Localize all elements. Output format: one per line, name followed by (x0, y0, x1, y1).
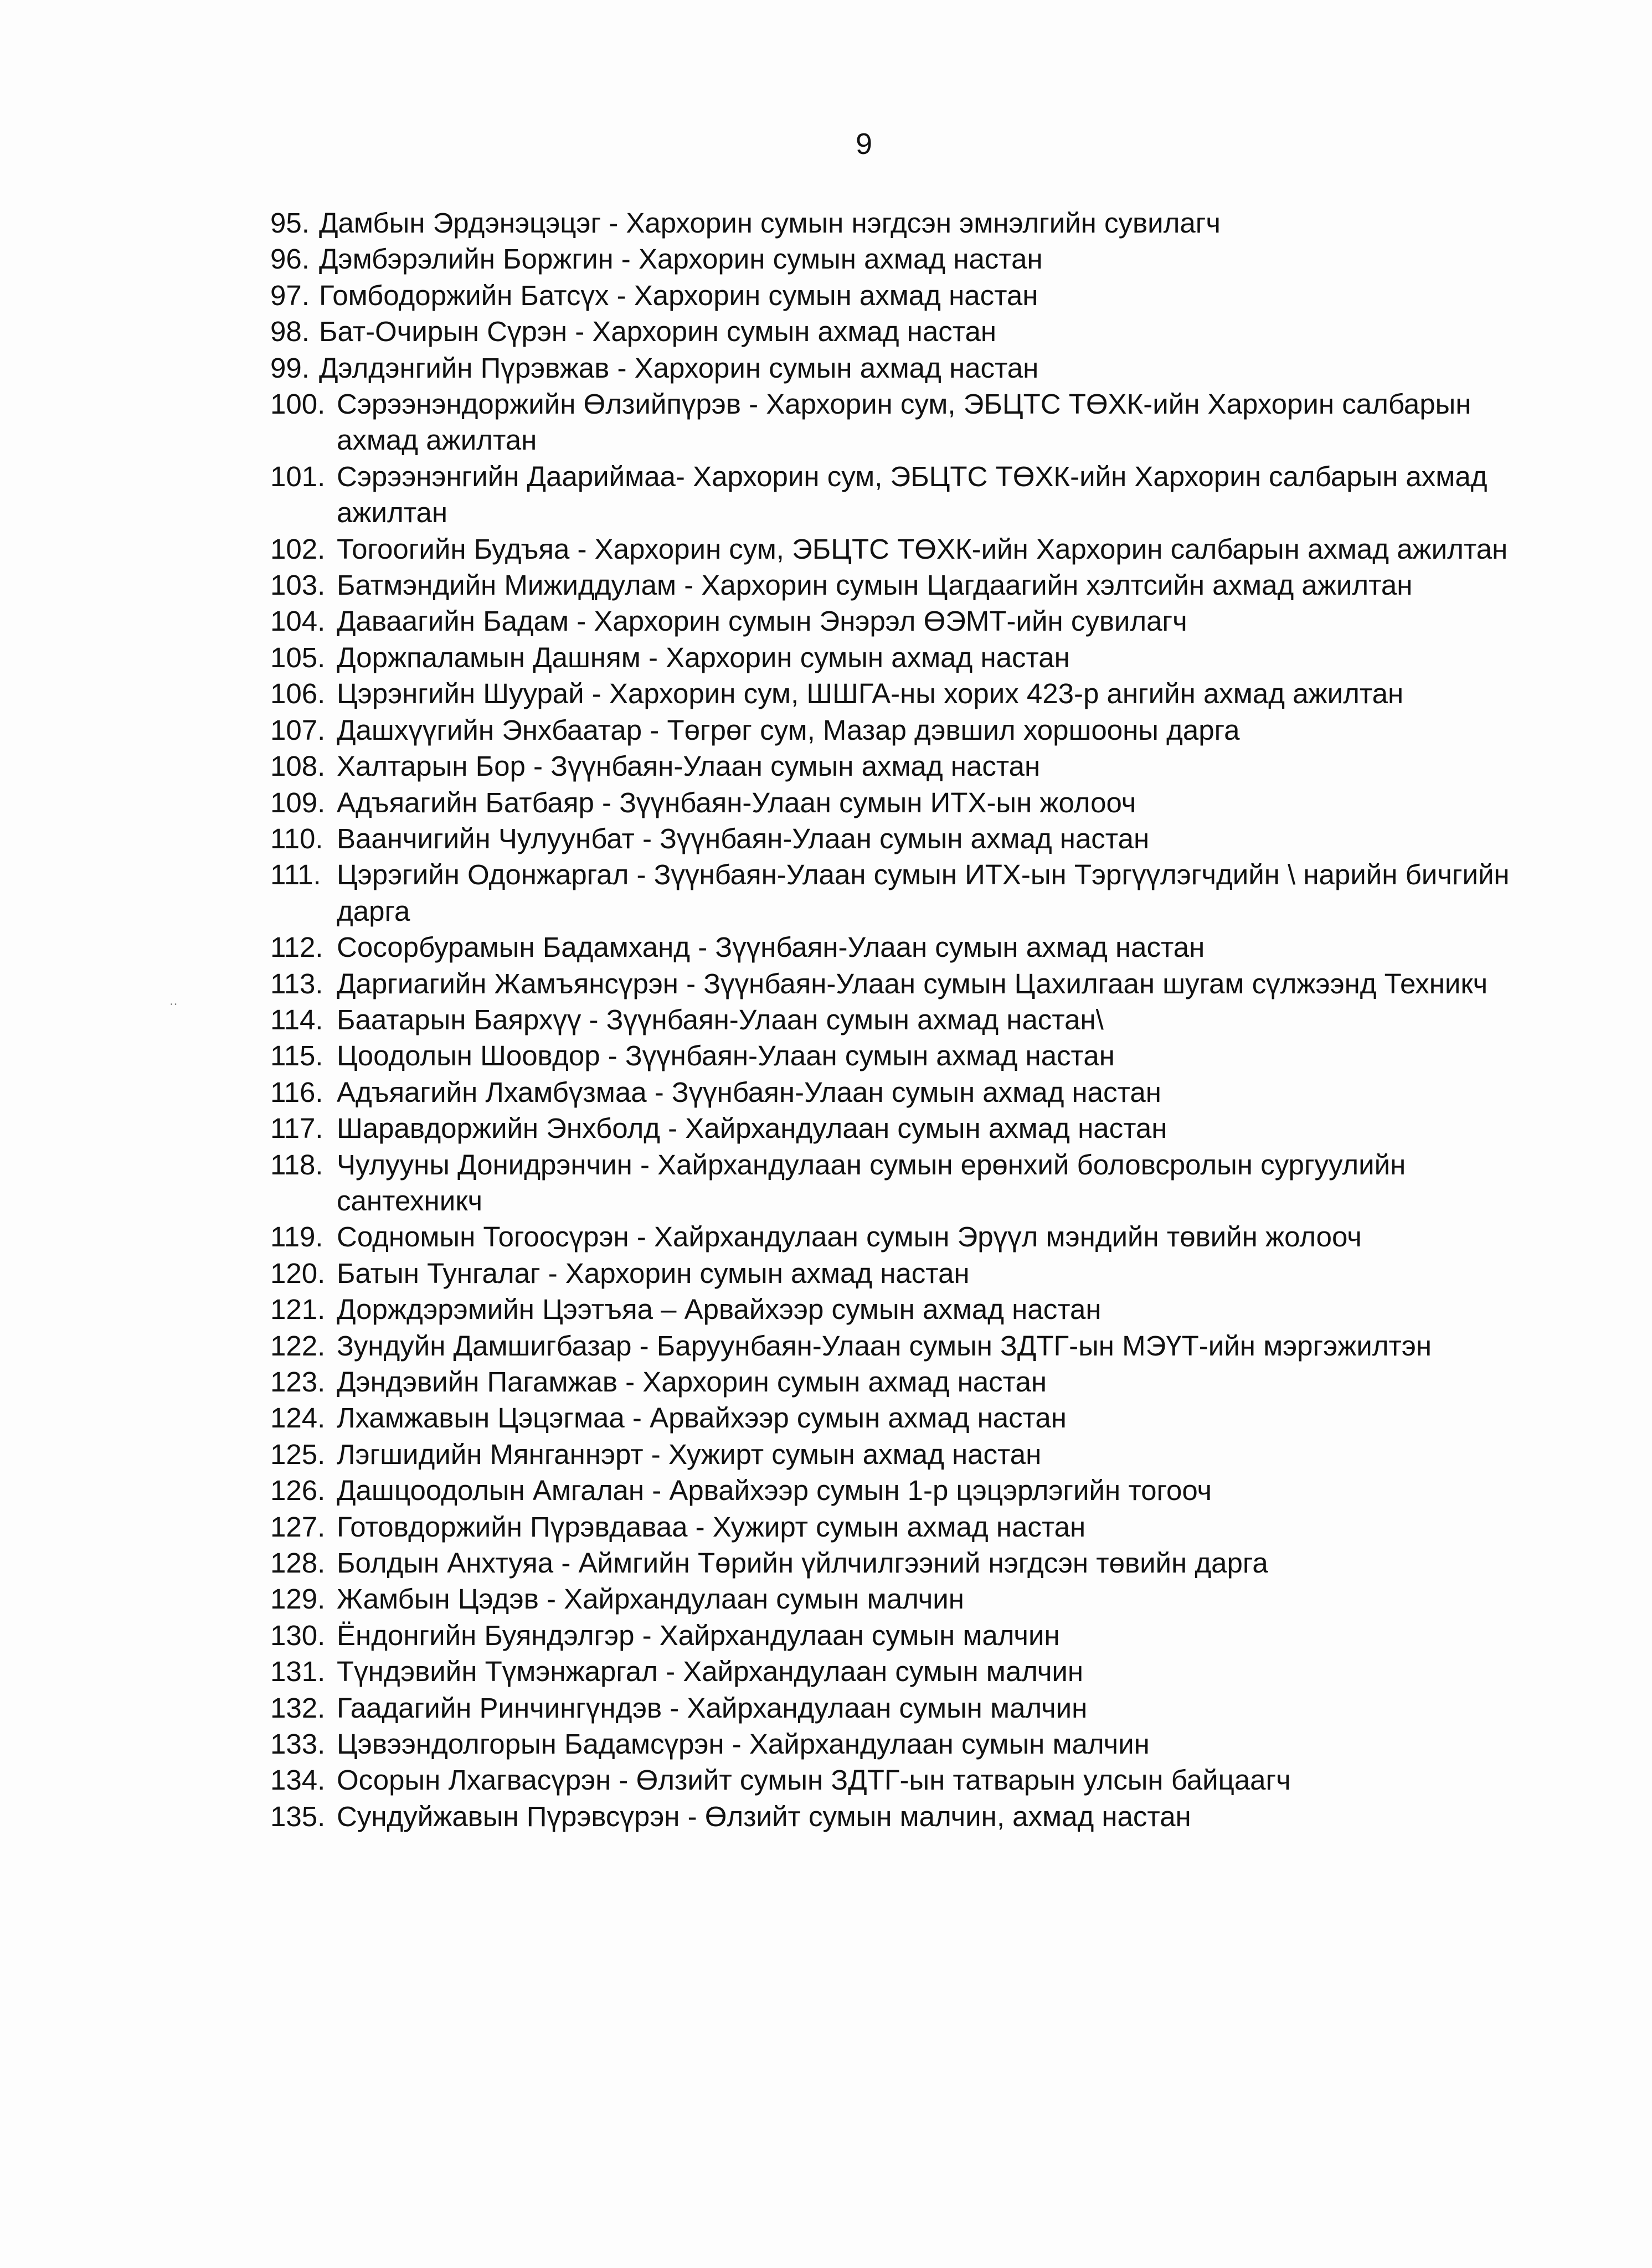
item-text: Бат-Очирын Сүрэн - Хархорин сумын ахмад настан (319, 316, 997, 348)
list-item (270, 1364, 1522, 1400)
name-list (270, 205, 1522, 1834)
item-number: 131. (270, 1656, 326, 1688)
item-number: 124. (270, 1402, 326, 1434)
item-number: 128. (270, 1547, 326, 1579)
item-text: Осорын Лхагвасүрэн - Өлзийт сумын ЗДТГ-ын татварын улсын байцаагч (337, 1764, 1291, 1796)
item-number: 135. (270, 1800, 326, 1832)
item-number: 111. (270, 859, 321, 891)
item-text: Лхамжавын Цэцэгмаа - Арвайхээр сумын ахмад настан (337, 1402, 1067, 1434)
item-text: Дашхүүгийн Энхбаатар - Төгрөг сум, Мазар дэвшил хоршооны дарга (337, 714, 1240, 746)
list-item (270, 1436, 1522, 1472)
item-text: Дамбын Эрдэнэцэцэг - Хархорин сумын нэгдсэн эмнэлгийн сувилагч (319, 207, 1221, 239)
item-number: 133. (270, 1728, 326, 1760)
item-number: 108. (270, 750, 326, 782)
item-text: Сэрээнэнгийн Даариймаа- Хархорин сум, ЭБЦТС ТӨХК-ийн Хархорин салбарын ахмад ажилтан (337, 460, 1488, 529)
item-text: Баатарын Баярхүү - Зүүнбаян-Улаан сумын ахмад настан\ (337, 1003, 1104, 1035)
item-text: Дорждэрэмийн Цээтъяа – Арвайхээр сумын ахмад настан (337, 1293, 1102, 1326)
item-text: Халтарын Бор - Зүүнбаян-Улаан сумын ахмад настан (337, 750, 1041, 782)
item-text: Болдын Анхтуяа - Аймгийн Төрийн үйлчилгээний нэгдсэн төвийн дарга (337, 1547, 1268, 1579)
item-text: Батмэндийн Мижиддулам - Хархорин сумын Цагдаагийн хэлтсийн ахмад ажилтан (337, 569, 1413, 601)
item-text: Батын Тунгалаг - Хархорин сумын ахмад настан (337, 1257, 970, 1289)
list-item (270, 1110, 1522, 1146)
item-number: 127. (270, 1511, 326, 1543)
item-text: Сундуйжавын Пүрэвсүрэн - Өлзийт сумын малчин, ахмад настан (337, 1800, 1191, 1832)
item-number: 115. (270, 1040, 323, 1072)
list-item (270, 1798, 1522, 1834)
item-number: 100. (270, 388, 326, 420)
item-text: Ваанчигийн Чулуунбат - Зүүнбаян-Улаан сумын ахмад настан (337, 822, 1150, 854)
item-text: Дэндэвийн Пагамжав - Хархорин сумын ахмад настан (337, 1366, 1047, 1398)
list-item (270, 1726, 1522, 1762)
item-text: Шаравдоржийн Энхболд - Хайрхандулаан сумын ахмад настан (337, 1112, 1167, 1145)
item-text: Ёндонгийн Буяндэлгэр - Хайрхандулаан сумын малчин (337, 1619, 1060, 1651)
list-item (270, 531, 1522, 567)
item-text: Цэвээндолгорын Бадамсүрэн - Хайрхандулаан сумын малчин (337, 1728, 1150, 1760)
item-number: 110. (270, 822, 323, 854)
item-text: Адъяагийн Батбаяр - Зүүнбаян-Улаан сумын ИТХ-ын жолооч (337, 786, 1136, 818)
item-number: 98. (270, 316, 310, 348)
list-item (270, 350, 1522, 386)
list-item (270, 1038, 1522, 1074)
item-number: 106. (270, 678, 326, 710)
list-item (270, 1074, 1522, 1110)
item-number: 109. (270, 786, 326, 818)
item-text: Тогоогийн Будъяа - Хархорин сум, ЭБЦТС ТӨХК-ийн Хархорин салбарын ахмад ажилтан (337, 533, 1508, 565)
item-number: 107. (270, 714, 326, 746)
item-text: Гомбодоржийн Батсүх - Хархорин сумын ахмад настан (319, 279, 1038, 311)
item-text: Цэрэгийн Одонжаргал - Зүүнбаян-Улаан сумын ИТХ-ын Тэргүүлэгчдийн \ нарийн бичгийн дарга (337, 859, 1510, 927)
item-text: Цоодолын Шоовдор - Зүүнбаян-Улаан сумын ахмад настан (337, 1040, 1115, 1072)
scan-mark: ‥ (169, 994, 178, 1008)
list-item (270, 821, 1522, 857)
list-item (270, 386, 1522, 458)
item-text: Гаадагийн Ринчингүндэв - Хайрхандулаан сумын малчин (337, 1692, 1088, 1724)
item-text: Содномын Тогоосүрэн - Хайрхандулаан сумын Эрүүл мэндийн төвийн жолооч (337, 1221, 1362, 1253)
list-item (270, 1255, 1522, 1291)
item-text: Даргиагийн Жамъянсүрэн - Зүүнбаян-Улаан сумын Цахилгаан шугам сүлжээнд Техникч (337, 967, 1488, 999)
list-item (270, 1147, 1522, 1219)
list-item (270, 857, 1522, 929)
item-text: Түндэвийн Түмэнжаргал - Хайрхандулаан сумын малчин (337, 1656, 1084, 1688)
item-text: Сосорбурамын Бадамханд - Зүүнбаян-Улаан сумын ахмад настан (337, 931, 1205, 963)
item-text: Готовдоржийн Пүрэвдаваа - Хужирт сумын ахмад настан (337, 1511, 1086, 1543)
list-item (270, 1690, 1522, 1726)
item-number: 120. (270, 1257, 326, 1289)
list-item (270, 205, 1522, 241)
item-text: Дэмбэрэлийн Боржгин - Хархорин сумын ахмад настан (319, 243, 1043, 275)
item-number: 104. (270, 605, 326, 637)
item-number: 121. (270, 1293, 326, 1326)
item-text: Адъяагийн Лхамбүзмаа - Зүүнбаян-Улаан сумын ахмад настан (337, 1076, 1161, 1108)
list-item (270, 277, 1522, 313)
item-number: 126. (270, 1475, 326, 1507)
item-number: 119. (270, 1221, 323, 1253)
list-item (270, 966, 1522, 1002)
list-item (270, 748, 1522, 784)
item-number: 118. (270, 1148, 323, 1181)
item-number: 129. (270, 1583, 326, 1615)
list-item (270, 1509, 1522, 1545)
item-number: 95. (270, 207, 310, 239)
list-item (270, 1219, 1522, 1255)
list-item (270, 1762, 1522, 1798)
item-number: 123. (270, 1366, 326, 1398)
page-number: 9 (855, 127, 873, 161)
item-number: 105. (270, 641, 326, 673)
item-text: Цэрэнгийн Шуурай - Хархорин сум, ШШГА-ны хорих 423-р ангийн ахмад ажилтан (337, 678, 1404, 710)
list-item (270, 1328, 1522, 1364)
item-number: 132. (270, 1692, 326, 1724)
list-item (270, 785, 1522, 821)
item-number: 122. (270, 1329, 326, 1362)
list-item (270, 313, 1522, 349)
item-text: Доржпаламын Дашням - Хархорин сумын ахмад настан (337, 641, 1070, 673)
list-item (270, 458, 1522, 531)
list-item (270, 929, 1522, 965)
list-item (270, 676, 1522, 712)
item-text: Дашцоодолын Амгалан - Арвайхээр сумын 1-р цэцэрлэгийн тогооч (337, 1475, 1212, 1507)
item-number: 134. (270, 1764, 326, 1796)
item-number: 112. (270, 931, 323, 963)
list-item (270, 1653, 1522, 1689)
item-text: Даваагийн Бадам - Хархорин сумын Энэрэл ӨЭМТ-ийн сувилагч (337, 605, 1187, 637)
item-number: 116. (270, 1076, 323, 1108)
list-item (270, 1545, 1522, 1581)
list-item (270, 603, 1522, 639)
item-text: Чулууны Донидрэнчин - Хайрхандулаан сумын ерөнхий боловсролын сургуулийн сантехникч (337, 1148, 1406, 1217)
item-text: Зундуйн Дамшигбазар - Баруунбаян-Улаан сумын ЗДТГ-ын МЭҮТ-ийн мэргэжилтэн (337, 1329, 1432, 1362)
item-text: Лэгшидийн Мянганнэрт - Хужирт сумын ахмад настан (337, 1438, 1042, 1470)
list-item (270, 1581, 1522, 1617)
list-item (270, 1472, 1522, 1508)
list-item (270, 567, 1522, 603)
item-number: 113. (270, 967, 323, 999)
item-number: 102. (270, 533, 326, 565)
list-item (270, 1617, 1522, 1653)
item-number: 117. (270, 1112, 323, 1145)
item-number: 125. (270, 1438, 326, 1470)
list-item (270, 1002, 1522, 1038)
list-item (270, 1291, 1522, 1327)
item-text: Жамбын Цэдэв - Хайрхандулаан сумын малчин (337, 1583, 964, 1615)
item-text: Сэрээнэндоржийн Өлзийпүрэв - Хархорин сум, ЭБЦТС ТӨХК-ийн Хархорин салбарын ахмад ажилтан (337, 388, 1471, 456)
item-number: 99. (270, 352, 310, 384)
item-text: Дэлдэнгийн Пүрэвжав - Хархорин сумын ахмад настан (319, 352, 1039, 384)
item-number: 130. (270, 1619, 326, 1651)
item-number: 101. (270, 460, 326, 492)
item-number: 103. (270, 569, 326, 601)
list-item (270, 241, 1522, 277)
list-item (270, 1400, 1522, 1436)
item-number: 96. (270, 243, 310, 275)
list-item (270, 712, 1522, 748)
list-item (270, 640, 1522, 676)
item-number: 97. (270, 279, 310, 311)
item-number: 114. (270, 1003, 323, 1035)
